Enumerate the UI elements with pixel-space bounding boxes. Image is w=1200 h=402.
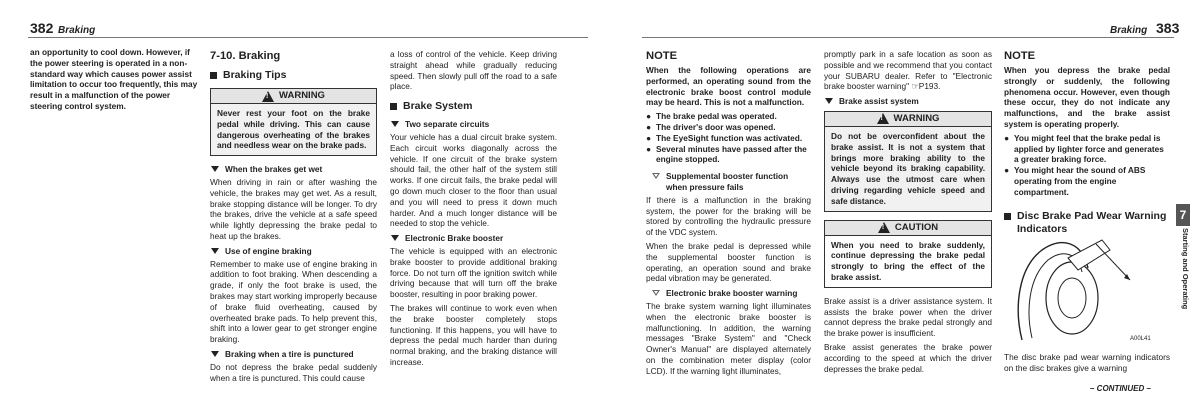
right-col-3 (1004, 49, 1170, 242)
triangle-bullet-icon (211, 351, 219, 357)
caliper (1068, 240, 1110, 270)
two-circuits-heading: Two separate circuits (390, 119, 557, 130)
supplemental-text-2: When the brake pedal is depressed while the supplemental booster function is operating, an operation sound and brake pedal vibration may be generated. (646, 240, 811, 284)
triangle-bullet-icon (211, 248, 219, 254)
note-title: NOTE (646, 50, 678, 62)
note-bullet: ● The EyeSight function was activated. (646, 132, 803, 143)
section-title: 7-10. Braking (210, 50, 281, 62)
tire-punctured-heading: Braking when a tire is punctured (210, 349, 377, 360)
note-title-2: NOTE (1004, 50, 1036, 62)
note-bullet: ● You might hear the sound of ABS operating from the engine compartment. (1004, 165, 1146, 197)
continued-label: – CONTINUED – (1090, 384, 1151, 393)
disc-hub (1058, 278, 1086, 318)
note-bullet: ● The driver's door was opened. (646, 121, 776, 132)
engine-braking-text: Remember to make use of engine braking in addition to foot braking. When descending a grade, if only the foot brake is used, the brakes may start working improperly because of brake fluid overheating, caused by overheated brake pads. To help prevent this, shift into a lower gear to get stronger engine braking. (210, 258, 377, 345)
engine-braking-heading: Use of engine braking (210, 246, 377, 257)
wet-brakes-heading: When the brakes get wet (210, 164, 377, 175)
left-page (0, 0, 590, 402)
brake-assist-heading: Brake assist system (824, 96, 992, 107)
note-bullet: ● Several minutes have passed after the engine stopped. (646, 143, 807, 165)
assist-warning-box (824, 111, 992, 212)
tire-punctured-text: Do not depress the brake pedal suddenly when a tire is punctured. This could cause (210, 361, 377, 383)
triangle-bullet-icon (391, 235, 399, 241)
supplemental-text-1: If there is a malfunction in the braking system, the power for the braking will be stored by controlling the hydraulic pressure of the VDC system. (646, 194, 811, 238)
triangle-bullet-icon (211, 166, 219, 172)
right-col-1 (646, 49, 811, 380)
brake-assist-text-1: Brake assist is a driver assistance system. It assists the brake power when the driver cannot depress the brake pedal strongly and the brake power is insufficient. (824, 295, 992, 339)
tire-continued-text: a loss of control of the vehicle. Keep driving straight ahead while gradually reducing speed. Then slowly pull off the road to a safe place. (390, 49, 557, 92)
warning-triangle-icon: ! (262, 91, 274, 102)
booster-warning-heading: Electronic brake booster warning (646, 288, 811, 299)
right-col-2 (824, 49, 992, 377)
warning-box-text: Never rest your foot on the brake pedal while driving. This can cause dangerous overheating of the brakes and needless wear on the brake pads. (211, 104, 376, 155)
triangle-bullet-icon (391, 121, 399, 127)
caution-box-title: ! CAUTION (825, 221, 991, 236)
booster-warning-text: The brake system warning light illuminates when the electronic brake booster is malfunctioning. In addition, the warning messages "Brake System" and "Check Owner's Manual" are displayed alternately on the combination meter display (color LCD). If the warning light illuminates, (646, 300, 811, 376)
indicator-arrow (1096, 244, 1130, 280)
pad-wear-text-block (1004, 352, 1170, 377)
figure-code: A00L41 (1130, 336, 1151, 342)
square-bullet-icon (1004, 213, 1011, 220)
warning-box-title: ! WARNING (211, 89, 376, 104)
caution-box (824, 220, 992, 288)
wet-brakes-text: When driving in rain or after washing the vehicle, the brakes may get wet. As a result, brake stopping distance will be longer. To dry the brakes, drive the vehicle at a safe speed while lightly depressing the brake pedal to heat up the brakes. (210, 176, 377, 241)
brake-disc (1046, 262, 1098, 334)
triangle-bullet-icon (825, 98, 833, 104)
square-bullet-icon (210, 72, 217, 79)
left-col-1 (30, 47, 198, 115)
warning-box (210, 88, 377, 156)
two-circuits-text: Your vehicle has a dual circuit brake system. Each circuit works diagonally across the vehicle. If one circuit of the brake system should fail, the other half of the system still works. If one circuit fails, the brake pedal will go down much closer to the floor than usual and you will need to press it down much harder. And a much longer distance will be needed to stop the vehicle. (390, 131, 557, 229)
note-intro-2: When you depress the brake pedal strongly or suddenly, the following phenomena occur. However, even though these occur, they do not indicate any malfunctions, and the brake assist system is operating properly. (1004, 65, 1170, 129)
intro-text: an opportunity to cool down. However, if the power steering is operated in a non-standard way which causes power assist limitation to occur too frequently, this may result in a malfunction of the power steering control system. (30, 47, 198, 111)
brake-pad-figure (1012, 228, 1170, 346)
left-col-2 (210, 49, 377, 386)
right-page-header (610, 6, 1200, 34)
brake-booster-text-2: The brakes will continue to work even when the brake booster completely stops functioning. If this happens, you will have to depress the pedal much harder than during normal braking, and the braking distance will increase. (390, 302, 557, 367)
brake-booster-heading: Electronic Brake booster (390, 233, 557, 244)
note-intro: When the following operations are performed, an operating sound from the electronic brake boost control module may be heard. This is not a malfunction. (646, 65, 811, 108)
assist-warning-title: ! WARNING (825, 112, 991, 127)
chapter-tab[interactable]: 7 (1176, 204, 1190, 226)
assist-warning-text: Do not be overconfident about the brake assist. It is not a system that brings more braking ability to the vehicle beyond its braking capability. Always use the utmost care when driving regarding vehicle speed and safe distance. (825, 127, 991, 211)
warning-triangle-icon: ! (877, 113, 889, 124)
brake-booster-text-1: The vehicle is equipped with an electronic brake booster to provide additional braking force. Do not turn off the ignition switch while driving because that will turn off the brake booster, resulting in poor braking power. (390, 245, 557, 300)
supplemental-booster-heading: Supplemental booster function when pressure fails (646, 171, 811, 193)
left-header-rule (28, 37, 588, 38)
booster-warning-continued: promptly park in a safe location as soon as possible and we recommend that you contact your SUBARU dealer. Refer to "Electronic brake booster warning" ☞P193. (824, 49, 992, 92)
brake-system-heading: Brake System (390, 100, 557, 113)
left-header-title: Braking (58, 25, 96, 36)
right-header-title: Braking (1110, 25, 1148, 36)
square-bullet-icon (390, 103, 397, 110)
pad-wear-heading: Disc Brake Pad Wear Warning Indicators (1004, 210, 1170, 236)
caution-box-text: When you need to brake suddenly, continue depressing the brake pedal strongly to bring the effect of the brake assist. (825, 236, 991, 287)
outline-triangle-icon (652, 290, 660, 296)
right-page-number: 383 (1156, 20, 1180, 36)
note-bullet: ● You might feel that the brake pedal is applied by lighter force and generates a greater braking force. (1004, 132, 1164, 165)
chapter-tab-label: Starting and Operating (1181, 228, 1190, 310)
brake-assist-text-2: Brake assist generates the brake power according to the speed at which the driver depresses the brake pedal. (824, 341, 992, 374)
note-bullet: ● The brake pedal was operated. (646, 111, 777, 122)
left-page-number: 382 (30, 20, 54, 36)
left-col-3 (390, 49, 557, 371)
left-page-header (0, 6, 590, 34)
right-header-rule (642, 37, 1174, 38)
caution-triangle-icon: ! (878, 222, 890, 233)
braking-tips-heading: Braking Tips (210, 69, 377, 82)
pad-wear-text: The disc brake pad wear warning indicators on the disc brakes give a warning (1004, 352, 1170, 373)
outline-triangle-icon (652, 173, 660, 179)
